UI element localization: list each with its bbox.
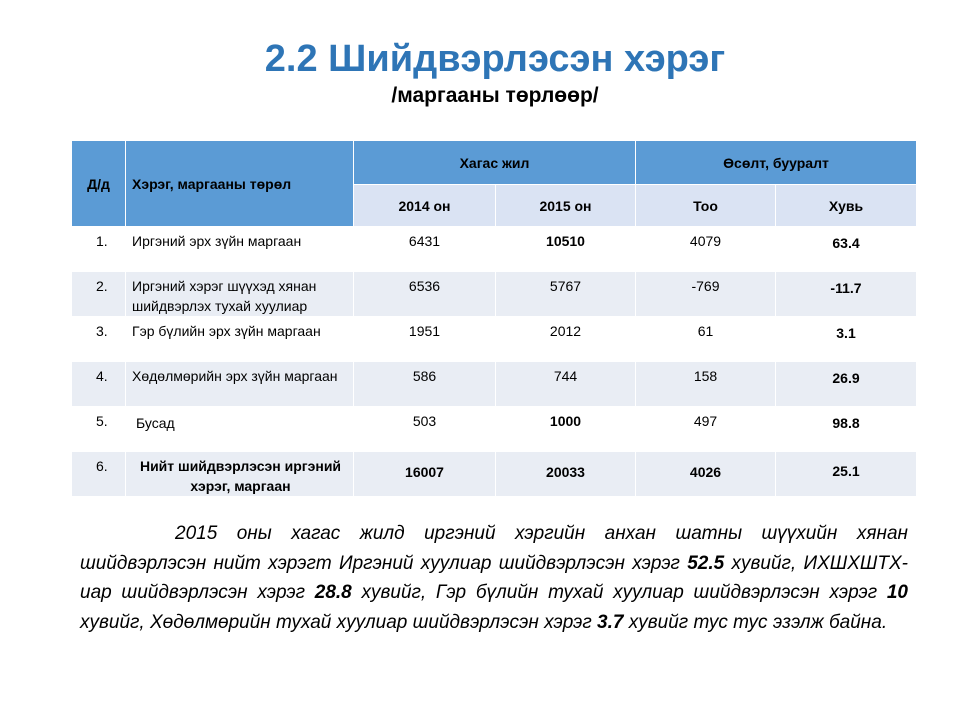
header-percent: Хувь <box>776 185 917 227</box>
para-value: 3.7 <box>597 611 624 633</box>
row-count: -769 <box>636 272 776 317</box>
row-percent: 26.9 <box>776 362 917 407</box>
row-2014: 586 <box>354 362 496 407</box>
page-subtitle: /маргааны төрлөөр/ <box>391 84 599 107</box>
row-count: 497 <box>636 407 776 452</box>
row-2015: 5767 <box>496 272 636 317</box>
summary-paragraph <box>80 519 908 637</box>
para-value: 10 <box>886 582 908 603</box>
row-2014: 503 <box>354 407 496 452</box>
para-text: хувийг, Хөдөлмөрийн тухай хуулиар шийдвэрлэсэн хэрэг <box>80 611 598 633</box>
row-index: 5. <box>72 407 126 452</box>
row-index: 2. <box>72 272 126 317</box>
row-index: 1. <box>72 227 126 272</box>
para-text: хувийг тус тус эзэлж байна. <box>623 611 888 633</box>
row-index: 6. <box>72 452 126 497</box>
row-type: Бусад <box>126 407 354 452</box>
para-value: 52.5 <box>687 552 725 574</box>
row-2015: 1000 <box>496 407 636 452</box>
row-count: 61 <box>636 317 776 362</box>
header-half-year: Хагас жил <box>354 141 636 185</box>
header-change: Өсөлт, бууралт <box>636 141 917 185</box>
row-2014: 16007 <box>354 452 496 497</box>
table-row <box>72 227 917 272</box>
row-percent: 63.4 <box>776 227 917 272</box>
row-2015: 10510 <box>496 227 636 272</box>
row-2015: 2012 <box>496 317 636 362</box>
row-count: 4079 <box>636 227 776 272</box>
row-type: Иргэний эрх зүйн маргаан <box>126 227 354 272</box>
row-type: Нийт шийдвэрлэсэн иргэний хэрэг, маргаан <box>126 452 354 497</box>
row-count: 158 <box>636 362 776 407</box>
table-row <box>72 362 917 407</box>
row-percent: -11.7 <box>776 272 917 317</box>
row-index: 4. <box>72 362 126 407</box>
header-2015: 2015 он <box>496 185 636 227</box>
row-2015: 744 <box>496 362 636 407</box>
header-type: Хэрэг, маргааны төрөл <box>126 141 354 227</box>
row-percent: 25.1 <box>776 452 917 497</box>
table-row-total <box>72 452 917 497</box>
table-row <box>72 407 917 452</box>
data-table <box>71 140 917 497</box>
para-text: хувийг, Гэр бүлийн тухай хуулиар шийдвэрлэсэн хэрэг <box>351 582 887 603</box>
row-2014: 1951 <box>354 317 496 362</box>
row-2014: 6431 <box>354 227 496 272</box>
row-percent: 3.1 <box>776 317 917 362</box>
header-2014: 2014 он <box>354 185 496 227</box>
header-dd: Д/д <box>72 141 126 227</box>
row-2014: 6536 <box>354 272 496 317</box>
row-type: Иргэний хэрэг шүүхэд хянан шийдвэрлэх тухай хуулиар <box>126 272 354 317</box>
header-count: Тоо <box>636 185 776 227</box>
row-type: Гэр бүлийн эрх зүйн маргаан <box>126 317 354 362</box>
table-row <box>72 317 917 362</box>
row-count: 4026 <box>636 452 776 497</box>
table-row <box>72 272 917 317</box>
para-text: хувийг, ИХШХШТХ-иар шийдвэрлэсэн хэрэг <box>80 552 908 603</box>
row-type: Хөдөлмөрийн эрх зүйн маргаан <box>126 362 354 407</box>
para-value: 28.8 <box>314 582 352 603</box>
page-title: 2.2 Шийдвэрлэсэн хэрэг <box>264 38 726 80</box>
row-index: 3. <box>72 317 126 362</box>
para-text: 2015 оны хагас жилд иргэний хэргийн анхан шатны шүүхийн хянан шийдвэрлэсэн нийт хэрэгт Иргэний хуулиар шийдвэрлэсэн хэрэг <box>80 523 908 574</box>
row-percent: 98.8 <box>776 407 917 452</box>
row-2015: 20033 <box>496 452 636 497</box>
